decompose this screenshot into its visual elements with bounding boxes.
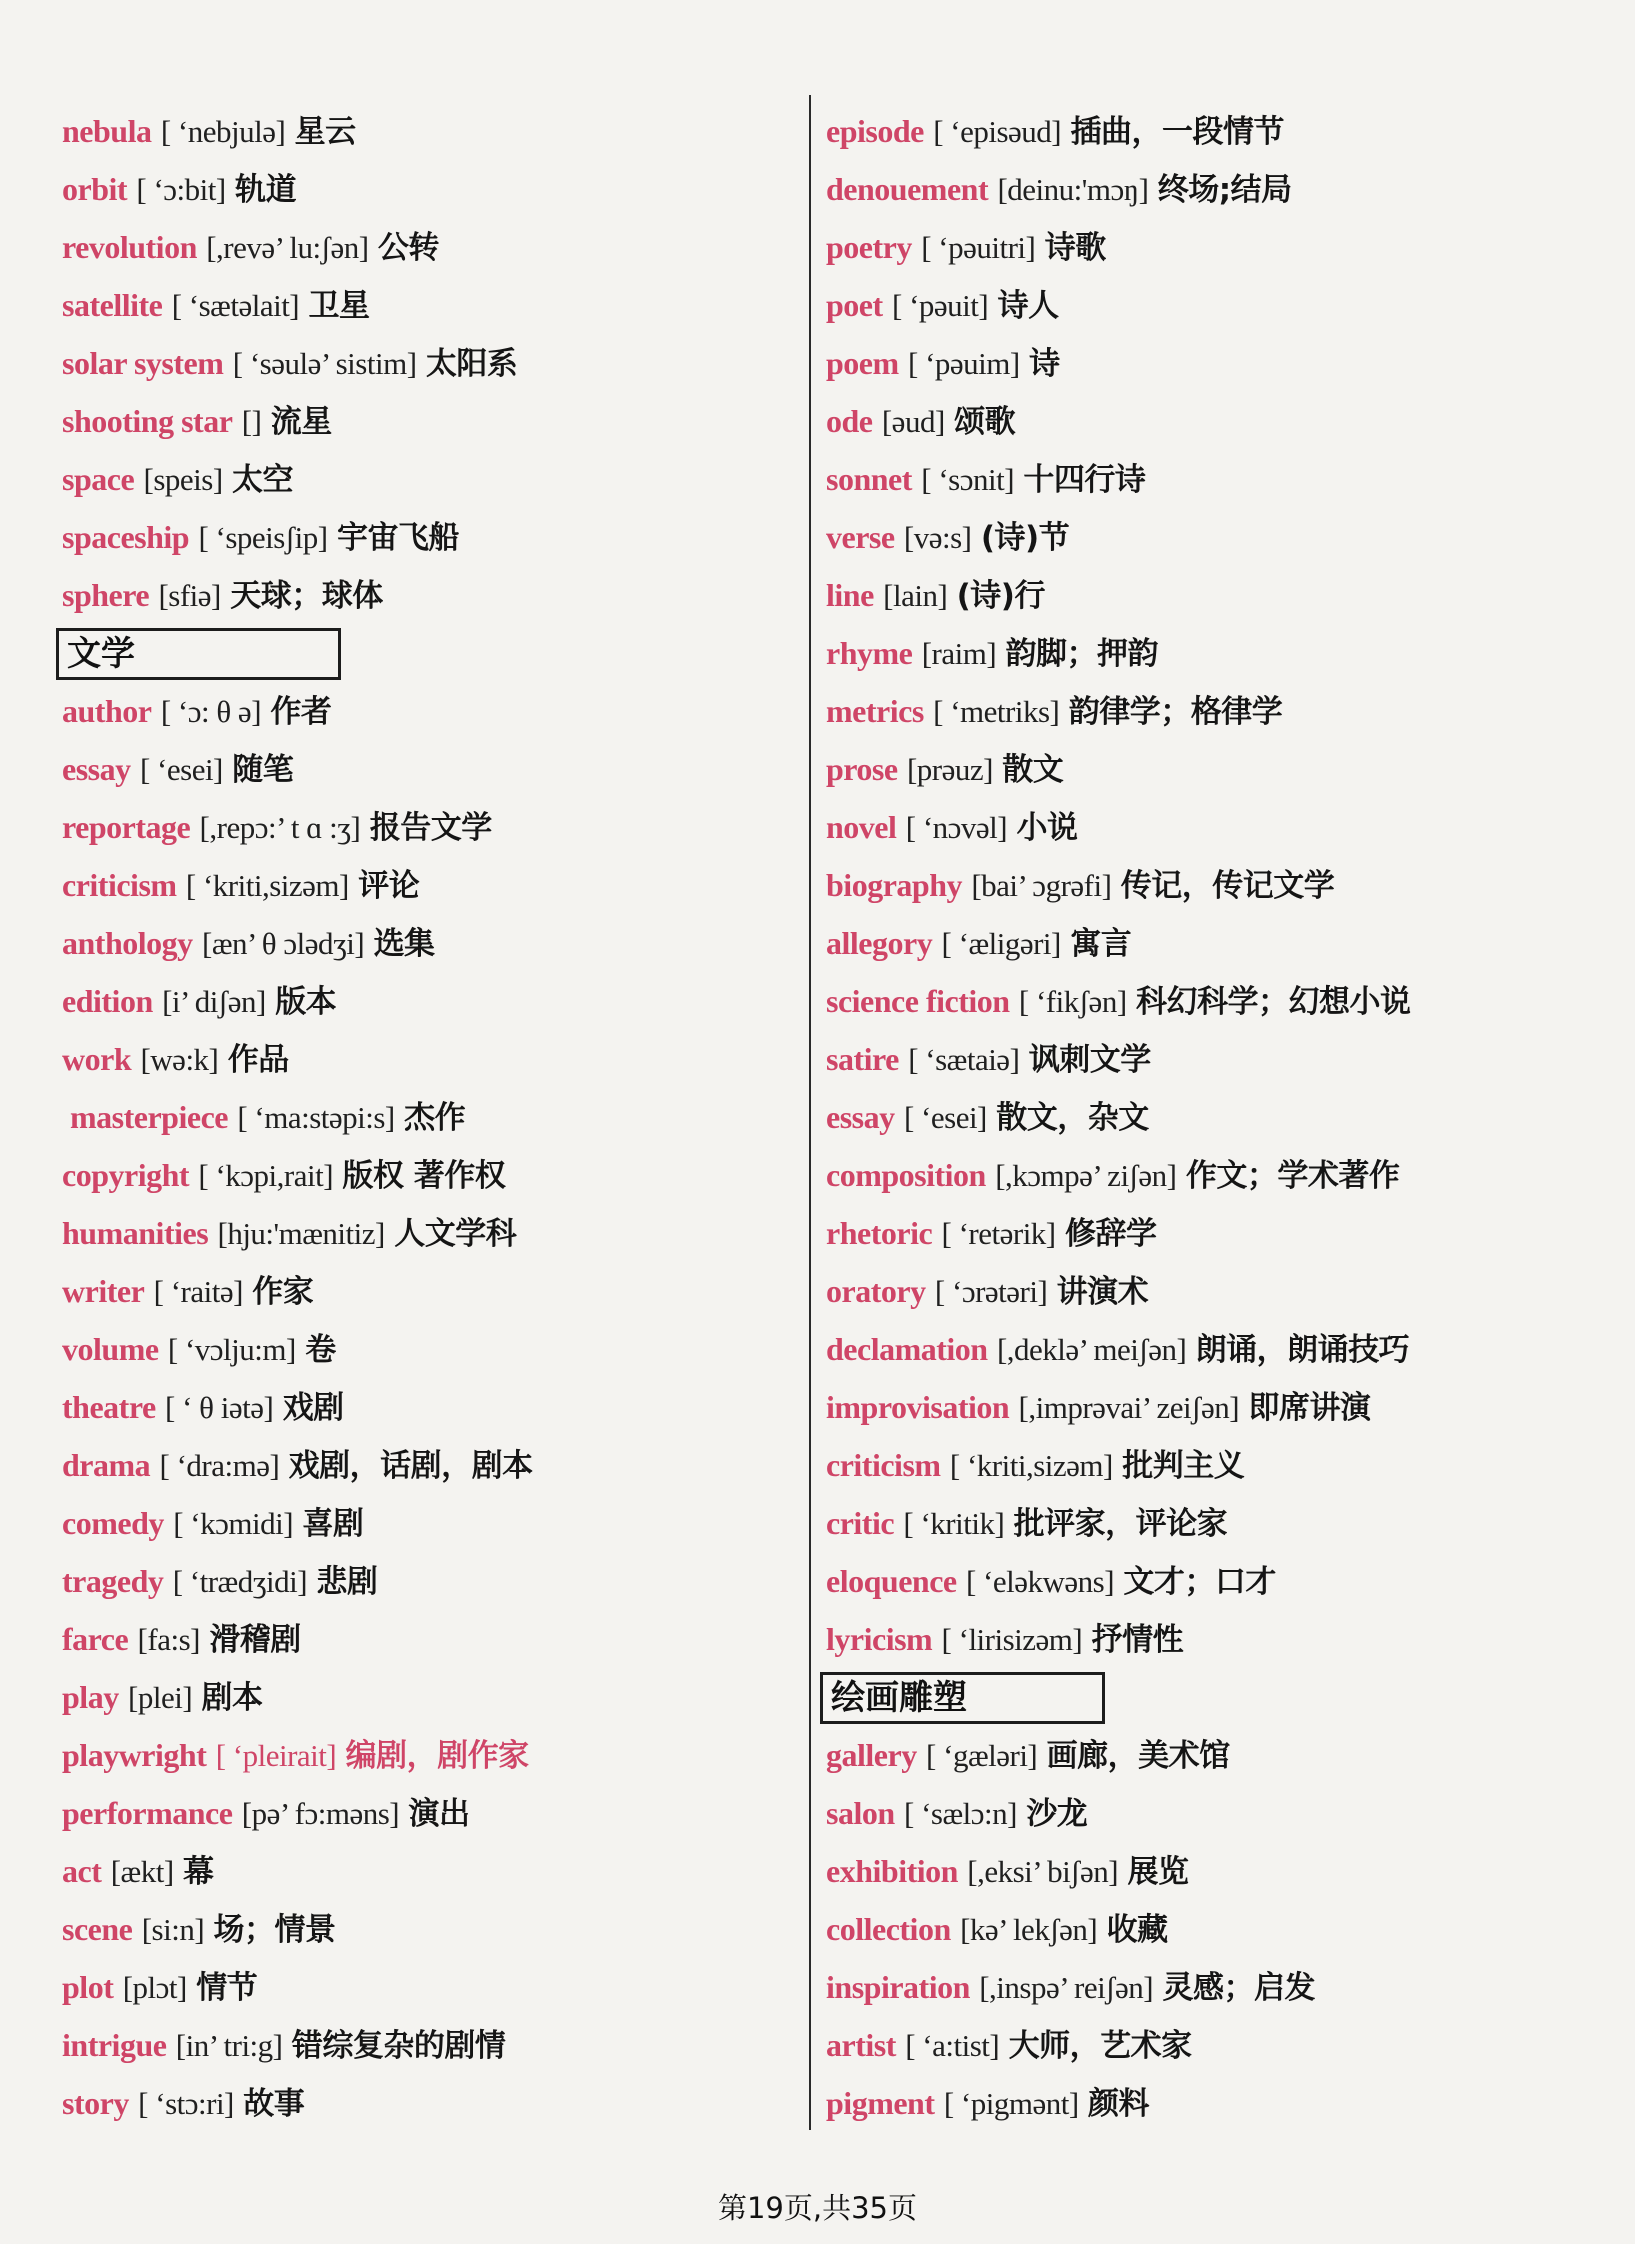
vocab-phonetic: [ ‘pigmənt] bbox=[943, 2086, 1079, 2121]
vocab-entry bbox=[62, 1668, 797, 1726]
vocab-meaning: 评论 bbox=[358, 868, 420, 904]
section-header bbox=[826, 1668, 1606, 1726]
vocab-word: playwright bbox=[62, 1737, 207, 1773]
vocab-entry bbox=[62, 972, 797, 1030]
vocab-entry bbox=[826, 450, 1606, 508]
vocab-entry bbox=[826, 1320, 1606, 1378]
vocab-entry bbox=[62, 1204, 797, 1262]
vocab-phonetic: [ ‘ɔrətəri] bbox=[934, 1274, 1048, 1309]
vocab-meaning: 错综复杂的剧情 bbox=[291, 2028, 506, 2064]
vocab-meaning: 演出 bbox=[408, 1796, 470, 1832]
vocab-word: rhyme bbox=[826, 635, 913, 671]
vocab-entry bbox=[826, 508, 1606, 566]
vocab-phonetic: [əud] bbox=[881, 404, 945, 439]
vocab-phonetic: [,imprəvai’ zeiʃən] bbox=[1018, 1390, 1240, 1425]
vocab-word: reportage bbox=[62, 809, 191, 845]
column-divider bbox=[809, 95, 811, 2130]
vocab-phonetic: [plei] bbox=[128, 1680, 193, 1715]
section-title: 绘画雕塑 bbox=[820, 1672, 1105, 1724]
vocab-entry bbox=[62, 1146, 797, 1204]
vocab-meaning: 情节 bbox=[196, 1970, 258, 2006]
vocab-entry bbox=[826, 1204, 1606, 1262]
vocab-meaning: 场；情景 bbox=[213, 1912, 336, 1948]
vocab-entry bbox=[826, 624, 1606, 682]
vocab-meaning: 版权 著作权 bbox=[342, 1158, 506, 1194]
vocab-word: lyricism bbox=[826, 1621, 933, 1657]
vocab-meaning: 随笔 bbox=[232, 752, 294, 788]
vocab-meaning: 诗 bbox=[1029, 346, 1060, 382]
vocab-meaning: 作家 bbox=[252, 1274, 314, 1310]
vocab-phonetic: [ ‘retərik] bbox=[941, 1216, 1056, 1251]
vocab-meaning: 朗诵，朗诵技巧 bbox=[1195, 1332, 1410, 1368]
vocab-word: nebula bbox=[62, 113, 152, 149]
vocab-meaning: 卫星 bbox=[308, 288, 370, 324]
vocab-word: prose bbox=[826, 751, 898, 787]
vocab-phonetic: [hju:'mænitiz] bbox=[217, 1216, 385, 1251]
vocab-entry bbox=[826, 2074, 1606, 2132]
vocab-phonetic: [ ‘æligəri] bbox=[941, 926, 1061, 961]
vocab-meaning: 悲剧 bbox=[316, 1564, 378, 1600]
vocab-meaning: 诗人 bbox=[997, 288, 1059, 324]
vocab-word: criticism bbox=[826, 1447, 941, 1483]
vocab-phonetic: [,inspə’ reiʃən] bbox=[979, 1970, 1154, 2005]
vocab-phonetic: [ ‘episəud] bbox=[933, 114, 1062, 149]
vocab-meaning: 故事 bbox=[243, 2086, 305, 2122]
vocab-entry bbox=[62, 1088, 797, 1146]
vocab-word: performance bbox=[62, 1795, 233, 1831]
vocab-entry bbox=[62, 1784, 797, 1842]
vocab-meaning: 十四行诗 bbox=[1023, 462, 1146, 498]
vocab-entry bbox=[826, 1436, 1606, 1494]
vocab-entry bbox=[62, 798, 797, 856]
page-footer: 第19页,共35页 bbox=[717, 2191, 918, 2225]
vocab-meaning: 沙龙 bbox=[1026, 1796, 1088, 1832]
vocab-word: ode bbox=[826, 403, 873, 439]
vocab-meaning: 灵感；启发 bbox=[1162, 1970, 1315, 2006]
vocab-word: farce bbox=[62, 1621, 129, 1657]
vocab-phonetic: [ ‘dra:mə] bbox=[159, 1448, 280, 1483]
vocab-entry bbox=[62, 1030, 797, 1088]
vocab-meaning: 小说 bbox=[1016, 810, 1078, 846]
vocab-meaning: 收藏 bbox=[1106, 1912, 1168, 1948]
vocab-phonetic: [prəuz] bbox=[906, 752, 993, 787]
vocab-word: exhibition bbox=[826, 1853, 958, 1889]
vocab-word: sonnet bbox=[826, 461, 912, 497]
vocab-entry bbox=[62, 682, 797, 740]
vocab-meaning: 人文学科 bbox=[394, 1216, 517, 1252]
vocab-phonetic: [lain] bbox=[883, 578, 948, 613]
vocab-phonetic: [i’ diʃən] bbox=[162, 984, 266, 1019]
vocab-entry bbox=[62, 2016, 797, 2074]
vocab-meaning: 抒情性 bbox=[1091, 1622, 1184, 1658]
vocab-word: story bbox=[62, 2085, 129, 2121]
section-header bbox=[62, 624, 797, 682]
vocab-entry bbox=[826, 2016, 1606, 2074]
vocab-entry bbox=[826, 798, 1606, 856]
vocab-phonetic: [ ‘raitə] bbox=[153, 1274, 243, 1309]
vocab-meaning: 剧本 bbox=[201, 1680, 263, 1716]
vocab-word: spaceship bbox=[62, 519, 190, 555]
vocab-meaning: 诗歌 bbox=[1044, 230, 1106, 266]
vocab-meaning: 颜料 bbox=[1088, 2086, 1150, 2122]
vocab-phonetic: [ ‘ma:stəpi:s] bbox=[237, 1100, 395, 1135]
vocab-word: oratory bbox=[826, 1273, 926, 1309]
vocab-entry bbox=[62, 740, 797, 798]
vocab-entry bbox=[826, 1494, 1606, 1552]
vocab-entry bbox=[826, 276, 1606, 334]
vocab-word: inspiration bbox=[826, 1969, 970, 2005]
vocab-word: novel bbox=[826, 809, 897, 845]
vocab-word: gallery bbox=[826, 1737, 917, 1773]
vocab-meaning: 轨道 bbox=[235, 172, 297, 208]
vocab-word: scene bbox=[62, 1911, 133, 1947]
vocab-meaning: 颂歌 bbox=[954, 404, 1016, 440]
vocab-word: anthology bbox=[62, 925, 193, 961]
vocab-word: theatre bbox=[62, 1389, 156, 1425]
vocab-meaning: 韵律学；格律学 bbox=[1068, 694, 1283, 730]
vocab-phonetic: [ ‘gæləri] bbox=[926, 1738, 1038, 1773]
vocab-word: edition bbox=[62, 983, 153, 1019]
vocab-word: play bbox=[62, 1679, 119, 1715]
vocab-meaning: 终场;结局 bbox=[1157, 172, 1292, 208]
vocab-entry bbox=[826, 1378, 1606, 1436]
vocab-meaning: 星云 bbox=[294, 114, 356, 150]
vocab-meaning: (诗)行 bbox=[956, 578, 1045, 614]
vocab-entry bbox=[62, 1958, 797, 2016]
vocab-entry bbox=[62, 1494, 797, 1552]
vocab-phonetic: [ ‘metriks] bbox=[933, 694, 1060, 729]
vocab-word: poem bbox=[826, 345, 899, 381]
vocab-entry bbox=[826, 1030, 1606, 1088]
vocab-meaning: 修辞学 bbox=[1065, 1216, 1157, 1252]
vocab-phonetic: [ ‘pəuitri] bbox=[921, 230, 1036, 265]
vocab-word: line bbox=[826, 577, 874, 613]
vocab-entry bbox=[62, 1552, 797, 1610]
vocab-phonetic: [,revə’ lu:ʃən] bbox=[206, 230, 369, 265]
vocab-word: satire bbox=[826, 1041, 899, 1077]
vocab-entry bbox=[62, 392, 797, 450]
vocab-meaning: 散文 bbox=[1002, 752, 1064, 788]
vocab-phonetic: [ ‘kriti,sizəm] bbox=[185, 868, 349, 903]
vocab-meaning: 幕 bbox=[183, 1854, 214, 1890]
vocab-meaning: 大师，艺术家 bbox=[1008, 2028, 1192, 2064]
vocab-phonetic: [fa:s] bbox=[137, 1622, 200, 1657]
vocab-meaning: 太空 bbox=[232, 462, 294, 498]
vocab-word: composition bbox=[826, 1157, 986, 1193]
vocab-entry bbox=[62, 1842, 797, 1900]
vocab-entry bbox=[62, 1262, 797, 1320]
vocab-phonetic: [ ‘vɔlju:m] bbox=[167, 1332, 296, 1367]
vocab-phonetic: [ ‘trædʒidi] bbox=[172, 1564, 308, 1599]
vocab-entry bbox=[826, 1842, 1606, 1900]
vocab-phonetic: [si:n] bbox=[141, 1912, 205, 1947]
vocab-phonetic: [ ‘speisʃip] bbox=[198, 520, 328, 555]
vocab-word: eloquence bbox=[826, 1563, 957, 1599]
vocab-meaning: 报告文学 bbox=[369, 810, 492, 846]
right-column bbox=[826, 102, 1606, 2132]
vocab-phonetic: [] bbox=[241, 404, 262, 439]
vocab-entry bbox=[826, 1610, 1606, 1668]
vocab-meaning: 滑稽剧 bbox=[209, 1622, 301, 1658]
vocab-phonetic: [ækt] bbox=[110, 1854, 174, 1889]
vocab-word: masterpiece bbox=[70, 1099, 228, 1135]
vocab-meaning: 杰作 bbox=[404, 1100, 466, 1136]
vocab-phonetic: [,repɔ:’ t ɑ :ʒ] bbox=[199, 810, 361, 845]
vocab-word: criticism bbox=[62, 867, 177, 903]
vocab-entry bbox=[826, 1146, 1606, 1204]
vocab-entry bbox=[826, 972, 1606, 1030]
vocab-meaning: 插曲，一段情节 bbox=[1070, 114, 1284, 150]
vocab-entry bbox=[62, 914, 797, 972]
vocab-meaning: 即席讲演 bbox=[1248, 1390, 1371, 1426]
vocab-phonetic: [ ‘esei] bbox=[139, 752, 223, 787]
vocab-phonetic: [ ‘ɔ:bit] bbox=[136, 172, 226, 207]
vocab-entry bbox=[62, 1378, 797, 1436]
vocab-word: allegory bbox=[826, 925, 933, 961]
vocab-entry bbox=[826, 160, 1606, 218]
vocab-word: copyright bbox=[62, 1157, 190, 1193]
vocab-phonetic: [raim] bbox=[921, 636, 997, 671]
vocab-meaning: 编剧，剧作家 bbox=[345, 1738, 529, 1774]
vocab-entry bbox=[62, 1726, 797, 1784]
vocab-word: verse bbox=[826, 519, 895, 555]
vocab-word: author bbox=[62, 693, 152, 729]
vocab-entry bbox=[826, 334, 1606, 392]
vocab-meaning: 天球；球体 bbox=[230, 578, 383, 614]
vocab-word: rhetoric bbox=[826, 1215, 933, 1251]
vocab-phonetic: [plɔt] bbox=[122, 1970, 187, 2005]
vocab-word: revolution bbox=[62, 229, 197, 265]
left-column bbox=[62, 102, 797, 2132]
vocab-phonetic: [ ‘lirisizəm] bbox=[941, 1622, 1083, 1657]
vocab-phonetic: [ ‘sɔnit] bbox=[921, 462, 1015, 497]
vocab-phonetic: [ ‘ɔ: θ ə] bbox=[160, 694, 262, 729]
vocab-entry bbox=[826, 1088, 1606, 1146]
vocab-entry bbox=[826, 856, 1606, 914]
vocab-word: shooting star bbox=[62, 403, 233, 439]
vocab-phonetic: [ ‘sætəlait] bbox=[171, 288, 300, 323]
vocab-phonetic: [ ‘a:tist] bbox=[905, 2028, 1000, 2063]
vocab-entry bbox=[62, 1900, 797, 1958]
vocab-entry bbox=[62, 276, 797, 334]
vocab-word: denouement bbox=[826, 171, 989, 207]
vocab-word: episode bbox=[826, 113, 924, 149]
vocab-meaning: 画廊，美术馆 bbox=[1046, 1738, 1230, 1774]
vocab-phonetic: [ ‘esei] bbox=[903, 1100, 987, 1135]
vocab-word: critic bbox=[826, 1505, 895, 1541]
vocab-meaning: 传记，传记文学 bbox=[1120, 868, 1335, 904]
vocab-entry bbox=[826, 218, 1606, 276]
vocab-phonetic: [bai’ ɔgrəfi] bbox=[971, 868, 1112, 903]
section-title: 文学 bbox=[56, 628, 341, 680]
vocab-phonetic: [,kɔmpə’ ziʃən] bbox=[995, 1158, 1177, 1193]
vocab-word: act bbox=[62, 1853, 102, 1889]
vocab-meaning: 讽刺文学 bbox=[1028, 1042, 1151, 1078]
vocab-meaning: 散文，杂文 bbox=[996, 1100, 1149, 1136]
vocab-meaning: 选集 bbox=[373, 926, 435, 962]
vocab-word: sphere bbox=[62, 577, 150, 613]
vocab-entry bbox=[62, 102, 797, 160]
vocab-phonetic: [æn’ θ ɔlədʒi] bbox=[202, 926, 365, 961]
vocab-word: work bbox=[62, 1041, 132, 1077]
vocab-meaning: 作者 bbox=[270, 694, 332, 730]
vocab-entry bbox=[826, 1958, 1606, 2016]
vocab-word: satellite bbox=[62, 287, 163, 323]
vocab-entry bbox=[62, 218, 797, 276]
vocab-meaning: 流星 bbox=[270, 404, 332, 440]
vocab-phonetic: [ ‘kritik] bbox=[903, 1506, 1005, 1541]
vocab-word: volume bbox=[62, 1331, 159, 1367]
vocab-meaning: 批评家，评论家 bbox=[1013, 1506, 1228, 1542]
vocab-entry bbox=[62, 566, 797, 624]
vocab-word: drama bbox=[62, 1447, 151, 1483]
vocab-phonetic: [və:s] bbox=[903, 520, 972, 555]
vocab-word: tragedy bbox=[62, 1563, 164, 1599]
vocab-word: space bbox=[62, 461, 135, 497]
vocab-meaning: 作文；学术著作 bbox=[1185, 1158, 1400, 1194]
vocab-phonetic: [speis] bbox=[143, 462, 223, 497]
vocab-phonetic: [ ‘kɔpi,rait] bbox=[198, 1158, 334, 1193]
vocab-entry bbox=[826, 682, 1606, 740]
vocab-entry bbox=[826, 1784, 1606, 1842]
vocab-word: poet bbox=[826, 287, 883, 323]
vocab-word: artist bbox=[826, 2027, 896, 2063]
vocab-entry bbox=[62, 856, 797, 914]
vocab-word: improvisation bbox=[826, 1389, 1010, 1425]
vocab-word: comedy bbox=[62, 1505, 164, 1541]
vocab-meaning: 版本 bbox=[275, 984, 337, 1020]
vocab-meaning: 喜剧 bbox=[302, 1506, 364, 1542]
vocab-entry bbox=[826, 566, 1606, 624]
vocab-phonetic: [ ‘kɔmidi] bbox=[173, 1506, 294, 1541]
vocab-entry bbox=[62, 1610, 797, 1668]
vocab-entry bbox=[826, 1552, 1606, 1610]
vocab-phonetic: [wə:k] bbox=[140, 1042, 219, 1077]
vocab-phonetic: [sfiə] bbox=[158, 578, 221, 613]
vocab-word: writer bbox=[62, 1273, 145, 1309]
vocab-meaning: 寓言 bbox=[1070, 926, 1132, 962]
vocab-word: collection bbox=[826, 1911, 951, 1947]
vocab-word: essay bbox=[62, 751, 131, 787]
vocab-word: biography bbox=[826, 867, 962, 903]
vocab-meaning: 科幻科学；幻想小说 bbox=[1136, 984, 1411, 1020]
vocab-phonetic: [ ‘sætaiə] bbox=[908, 1042, 1020, 1077]
vocab-word: humanities bbox=[62, 1215, 209, 1251]
vocab-word: essay bbox=[826, 1099, 895, 1135]
vocab-phonetic: [deinu:'mɔŋ] bbox=[997, 172, 1149, 207]
vocab-entry bbox=[826, 102, 1606, 160]
vocab-meaning: 作品 bbox=[227, 1042, 289, 1078]
vocab-word: metrics bbox=[826, 693, 924, 729]
vocab-meaning: 讲演术 bbox=[1056, 1274, 1149, 1310]
vocab-entry bbox=[62, 1436, 797, 1494]
vocab-entry bbox=[826, 914, 1606, 972]
vocab-entry bbox=[826, 1262, 1606, 1320]
vocab-meaning: 太阳系 bbox=[425, 346, 518, 382]
vocab-phonetic: [ ‘pleirait] bbox=[215, 1738, 337, 1773]
vocab-entry bbox=[826, 1900, 1606, 1958]
vocab-phonetic: [ ‘pəuim] bbox=[908, 346, 1020, 381]
vocab-phonetic: [ ‘pəuit] bbox=[892, 288, 989, 323]
vocab-phonetic: [,eksi’ biʃən] bbox=[967, 1854, 1119, 1889]
vocab-meaning: 卷 bbox=[305, 1332, 336, 1368]
vocab-meaning: (诗)节 bbox=[980, 520, 1070, 556]
vocab-word: plot bbox=[62, 1969, 114, 2005]
vocab-meaning: 展览 bbox=[1127, 1854, 1189, 1890]
vocab-entry bbox=[826, 392, 1606, 450]
vocab-meaning: 戏剧 bbox=[282, 1390, 344, 1426]
vocab-word: intrigue bbox=[62, 2027, 167, 2063]
vocab-meaning: 公转 bbox=[377, 230, 439, 266]
vocab-entry bbox=[826, 1726, 1606, 1784]
vocab-entry bbox=[62, 508, 797, 566]
vocab-meaning: 文才；口才 bbox=[1123, 1564, 1276, 1600]
vocab-phonetic: [ ‘sælɔ:n] bbox=[904, 1796, 1017, 1831]
vocab-word: solar system bbox=[62, 345, 224, 381]
vocab-phonetic: [kə’ lekʃən] bbox=[960, 1912, 1098, 1947]
vocab-phonetic: [pə’ fɔ:məns] bbox=[241, 1796, 400, 1831]
vocab-phonetic: [ ‘stɔ:ri] bbox=[138, 2086, 234, 2121]
vocab-entry bbox=[62, 450, 797, 508]
vocab-phonetic: [ ‘eləkwəns] bbox=[965, 1564, 1115, 1599]
vocab-phonetic: [ ‘ θ iətə] bbox=[165, 1390, 274, 1425]
vocab-meaning: 戏剧，话剧，剧本 bbox=[288, 1448, 533, 1484]
vocab-word: orbit bbox=[62, 171, 128, 207]
vocab-word: science fiction bbox=[826, 983, 1010, 1019]
vocab-phonetic: [ ‘nebjulə] bbox=[160, 114, 286, 149]
vocab-word: poetry bbox=[826, 229, 912, 265]
vocab-phonetic: [ ‘nɔvəl] bbox=[905, 810, 1008, 845]
vocab-entry bbox=[826, 740, 1606, 798]
vocab-meaning: 宇宙飞船 bbox=[336, 520, 459, 556]
vocab-phonetic: [ ‘kriti,sizəm] bbox=[949, 1448, 1113, 1483]
vocab-meaning: 韵脚；押韵 bbox=[1005, 636, 1159, 672]
vocab-word: declamation bbox=[826, 1331, 988, 1367]
vocab-phonetic: [ ‘fikʃən] bbox=[1018, 984, 1127, 1019]
vocab-word: pigment bbox=[826, 2085, 935, 2121]
vocab-phonetic: [,deklə’ meiʃən] bbox=[996, 1332, 1187, 1367]
vocab-phonetic: [in’ tri:g] bbox=[175, 2028, 283, 2063]
vocab-phonetic: [ ‘səulə’ sistim] bbox=[232, 346, 417, 381]
vocab-word: salon bbox=[826, 1795, 895, 1831]
vocab-entry bbox=[62, 160, 797, 218]
vocab-meaning: 批判主义 bbox=[1122, 1448, 1245, 1484]
vocab-entry bbox=[62, 2074, 797, 2132]
vocab-entry bbox=[62, 334, 797, 392]
vocab-entry bbox=[62, 1320, 797, 1378]
